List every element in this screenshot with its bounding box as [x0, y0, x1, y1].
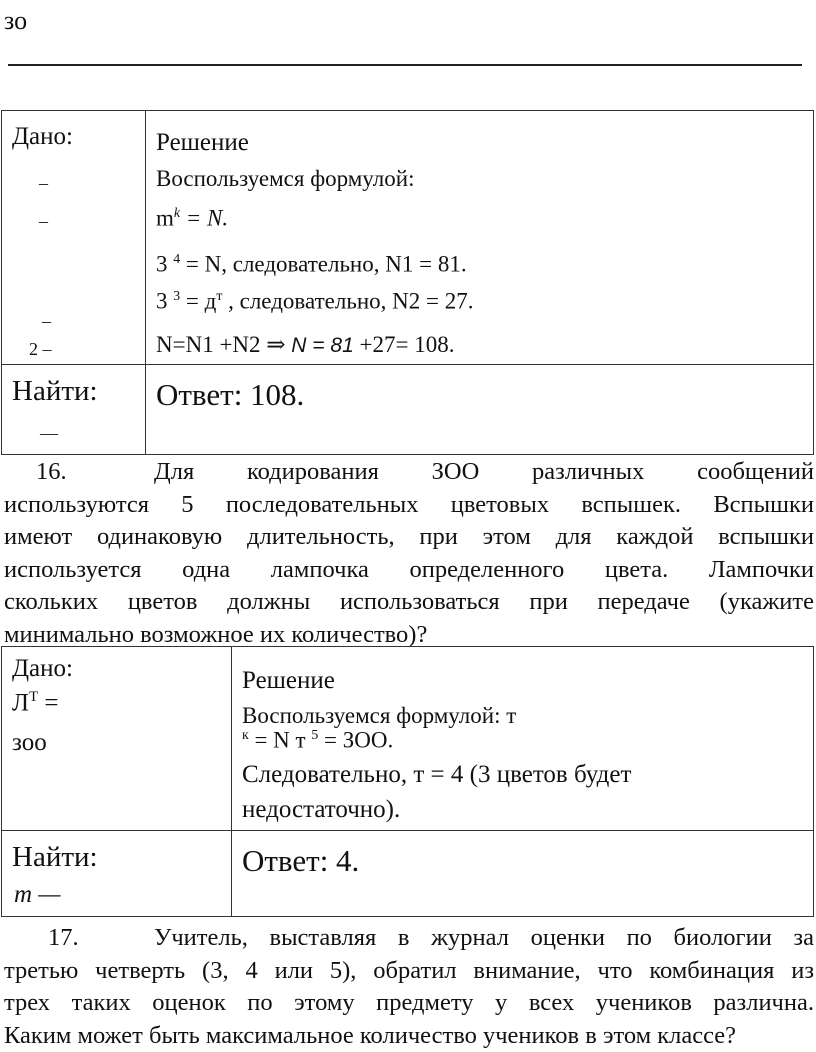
given-cell: [2, 647, 232, 831]
task17-line-1: 17. Учитель, выставляя в журнал оценки по биологии за: [4, 922, 814, 955]
formula: $m^k = N$.: [156, 205, 228, 232]
answer: Ответ: 4.: [242, 843, 359, 879]
task17-text: [4, 922, 814, 1052]
task16-number: 16.: [4, 456, 154, 489]
solution-cell: [232, 647, 814, 831]
answer: Ответ: 108.: [156, 377, 304, 413]
page-number: зо: [4, 6, 27, 36]
conclusion-2: недостаточно).: [242, 796, 400, 824]
task1-solution-table: [1, 110, 814, 455]
task16-line-6: минимально возможное их количество)?: [4, 619, 814, 652]
task16-line-5: скольких цветов должны использоваться при передаче (укажите: [4, 586, 814, 619]
formula-intro: Воспользуемся формулой: т: [242, 703, 516, 729]
task17-line-4: Каким может быть максимальное количество учеников в этом классе?: [4, 1020, 814, 1052]
task17-line-2: третью четверть (3, 4 или 5), обратил внимание, что комбинация из: [4, 955, 814, 988]
task17-number: 17.: [4, 922, 154, 955]
task17-line-3: трех таких оценок по этому предмету у всех учеников различна.: [4, 987, 814, 1020]
formula-intro: Воспользуемся формулой:: [156, 166, 414, 192]
given-label: Дано:: [12, 123, 73, 151]
solution-title: Решение: [242, 667, 335, 695]
task16-solution-table: [1, 646, 814, 917]
given-mark-1: –: [39, 173, 48, 194]
given-mark-4: 2 –: [29, 339, 52, 360]
task16-line-3: имеют одинаковую длительность, при этом для каждой вспышки: [4, 521, 814, 554]
find-cell: [2, 831, 232, 917]
formula-line: $^к$ = N т $^5$ = ЗОО.: [242, 727, 393, 754]
find-mark: m —: [14, 881, 61, 909]
solution-cell: [146, 111, 814, 365]
given-mark-2: –: [39, 211, 48, 232]
calc-line-1: 3 $^4$ = N, следовательно, N1 = 81.: [156, 251, 467, 278]
header-rule: [8, 64, 802, 66]
task16-line-4: используется одна лампочка определенного цвета. Лампочки: [4, 554, 814, 587]
find-label: Найти:: [12, 841, 98, 874]
find-cell: [2, 365, 146, 455]
task16-line-2: используются 5 последовательных цветовых вспышек. Вспышки: [4, 489, 814, 522]
find-mark: —: [40, 423, 58, 444]
given-cell: [2, 111, 146, 365]
task16-text: [4, 456, 814, 651]
answer-cell: [232, 831, 814, 917]
given-line-2: зоо: [12, 729, 47, 757]
calc-line-2: 3 $^3 = д^т$ , следовательно, N2 = 27.: [156, 288, 473, 315]
task16-line-1: 16. Для кодирования ЗОО различных сообщений: [4, 456, 814, 489]
given-mark-3: –: [42, 311, 51, 332]
conclusion-1: Следовательно, т = 4 (3 цветов будет: [242, 761, 631, 789]
given-line-1: $Л^Т$ =: [12, 689, 59, 717]
solution-title: Решение: [156, 129, 249, 157]
calc-line-3: N=N1 +N2 ⇒ N = 81 +27= 108.: [156, 332, 454, 358]
find-label: Найти:: [12, 375, 98, 408]
answer-cell: [146, 365, 814, 455]
given-label: Дано:: [12, 655, 73, 683]
